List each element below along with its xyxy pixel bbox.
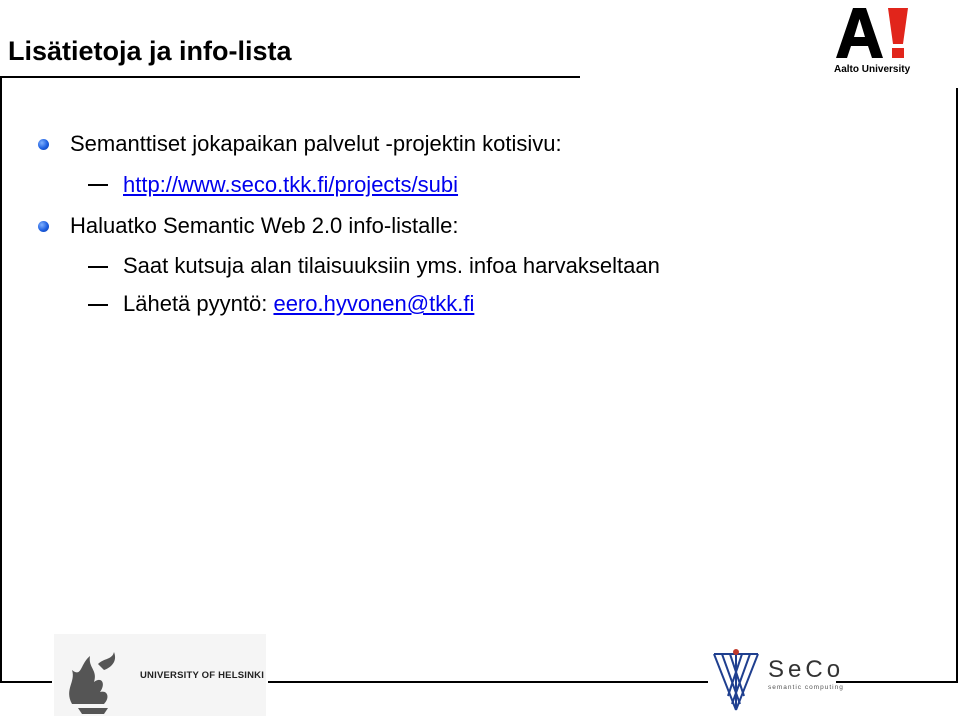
dash-icon [88,266,108,268]
frame-line-left [0,76,2,682]
aalto-logo-text: Aalto University [834,64,911,75]
frame-line-right [956,88,958,682]
sub-item [123,290,474,318]
frame-line-top [0,76,580,78]
sub-text: Saat kutsuja alan tilaisuuksiin yms. infoa harvakseltaan [123,253,660,278]
helsinki-flame-icon [54,634,134,716]
sub-item [123,171,458,199]
bullet-text: Haluatko Semantic Web 2.0 info-listalle: [70,213,459,238]
slide-title: Lisätietoja ja info-lista [8,36,292,66]
frame-line-bottom [268,681,708,683]
sub-item [123,252,660,280]
bullet-item [70,212,458,240]
frame-line-bottom [836,681,958,683]
dash-icon [88,304,108,306]
dash-icon [88,184,108,186]
seco-logo-text: SeCo [768,656,845,683]
bullet-icon [38,221,49,232]
bullet-item [70,130,562,158]
helsinki-logo-text: UNIVERSITY OF HELSINKI [140,670,265,681]
project-homepage-link[interactable]: http://www.seco.tkk.fi/projects/subi [123,172,459,197]
frame-line-bottom [0,681,52,683]
bullet-text: Semanttiset jokapaikan palvelut -projektin kotisivu: [70,131,562,156]
sub-text: Lähetä pyyntö: [123,291,274,316]
email-link[interactable]: eero.hyvonen@tkk.fi [273,291,475,316]
seco-logo-subtitle: semantic computing [768,684,844,691]
bullet-icon [38,139,49,150]
